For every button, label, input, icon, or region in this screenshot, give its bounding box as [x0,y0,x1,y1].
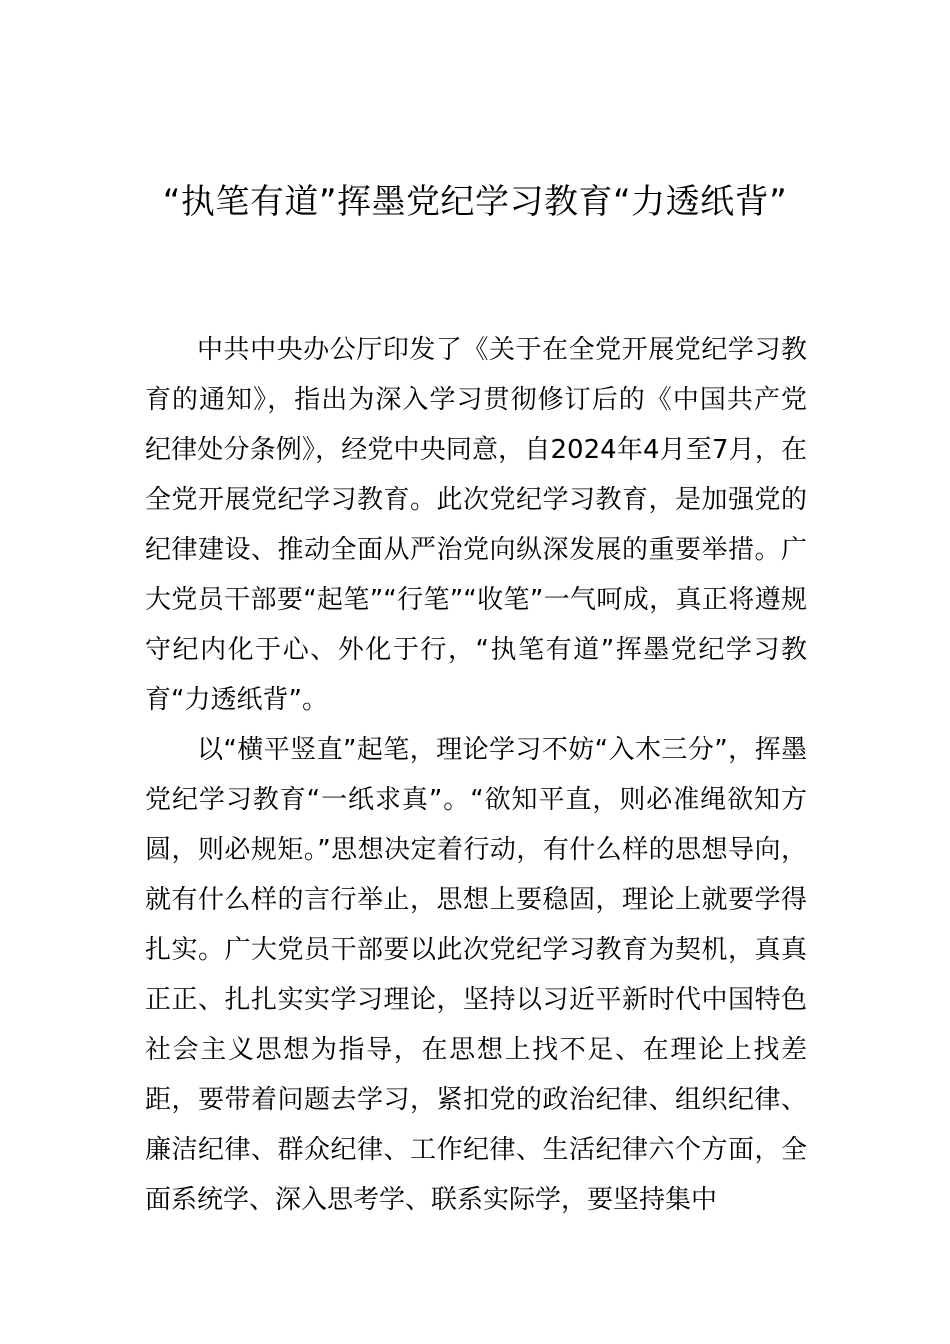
body-paragraph-2: 以“横平竖直”起笔，理论学习不妨“入木三分”，挥墨党纪学习教育“一纸求真”。“欲知平直，则必准绳欲知方圆，则必规矩。”思想决定着行动，有什么样的思想导向，就有什么样的言行举止，思想上要稳固，理论上就要学得扎实。广大党员干部要以此次党纪学习教育为契机，真真正正、扎扎实实学习理论，坚持以习近平新时代中国特色社会主义思想为指导，在思想上找不足、在理论上找差距，要带着问题去学习，紧扣党的政治纪律、组织纪律、廉洁纪律、群众纪律、工作纪律、生活纪律六个方面，全面系统学、深入思考学、联系实际学，要坚持集中 [145,735,807,1215]
body-paragraph-1: 中共中央办公厅印发了《关于在全党开展党纪学习教育的通知》，指出为深入学习贯彻修订后的《中国共产党纪律处分条例》，经党中央同意，自2024年4月至7月，在全党开展党纪学习教育。此次党纪学习教育，是加强党的纪律建设、推动全面从严治党向纵深发展的重要举措。广大党员干部要“起笔”“行笔”“收笔”一气呵成，真正将遵规守纪内化于心、外化于行，“执笔有道”挥墨党纪学习教育“力透纸背”。 [145,335,807,715]
document-title: “执笔有道”挥墨党纪学习教育“力透纸背” [162,182,788,222]
document-body [145,325,807,1225]
